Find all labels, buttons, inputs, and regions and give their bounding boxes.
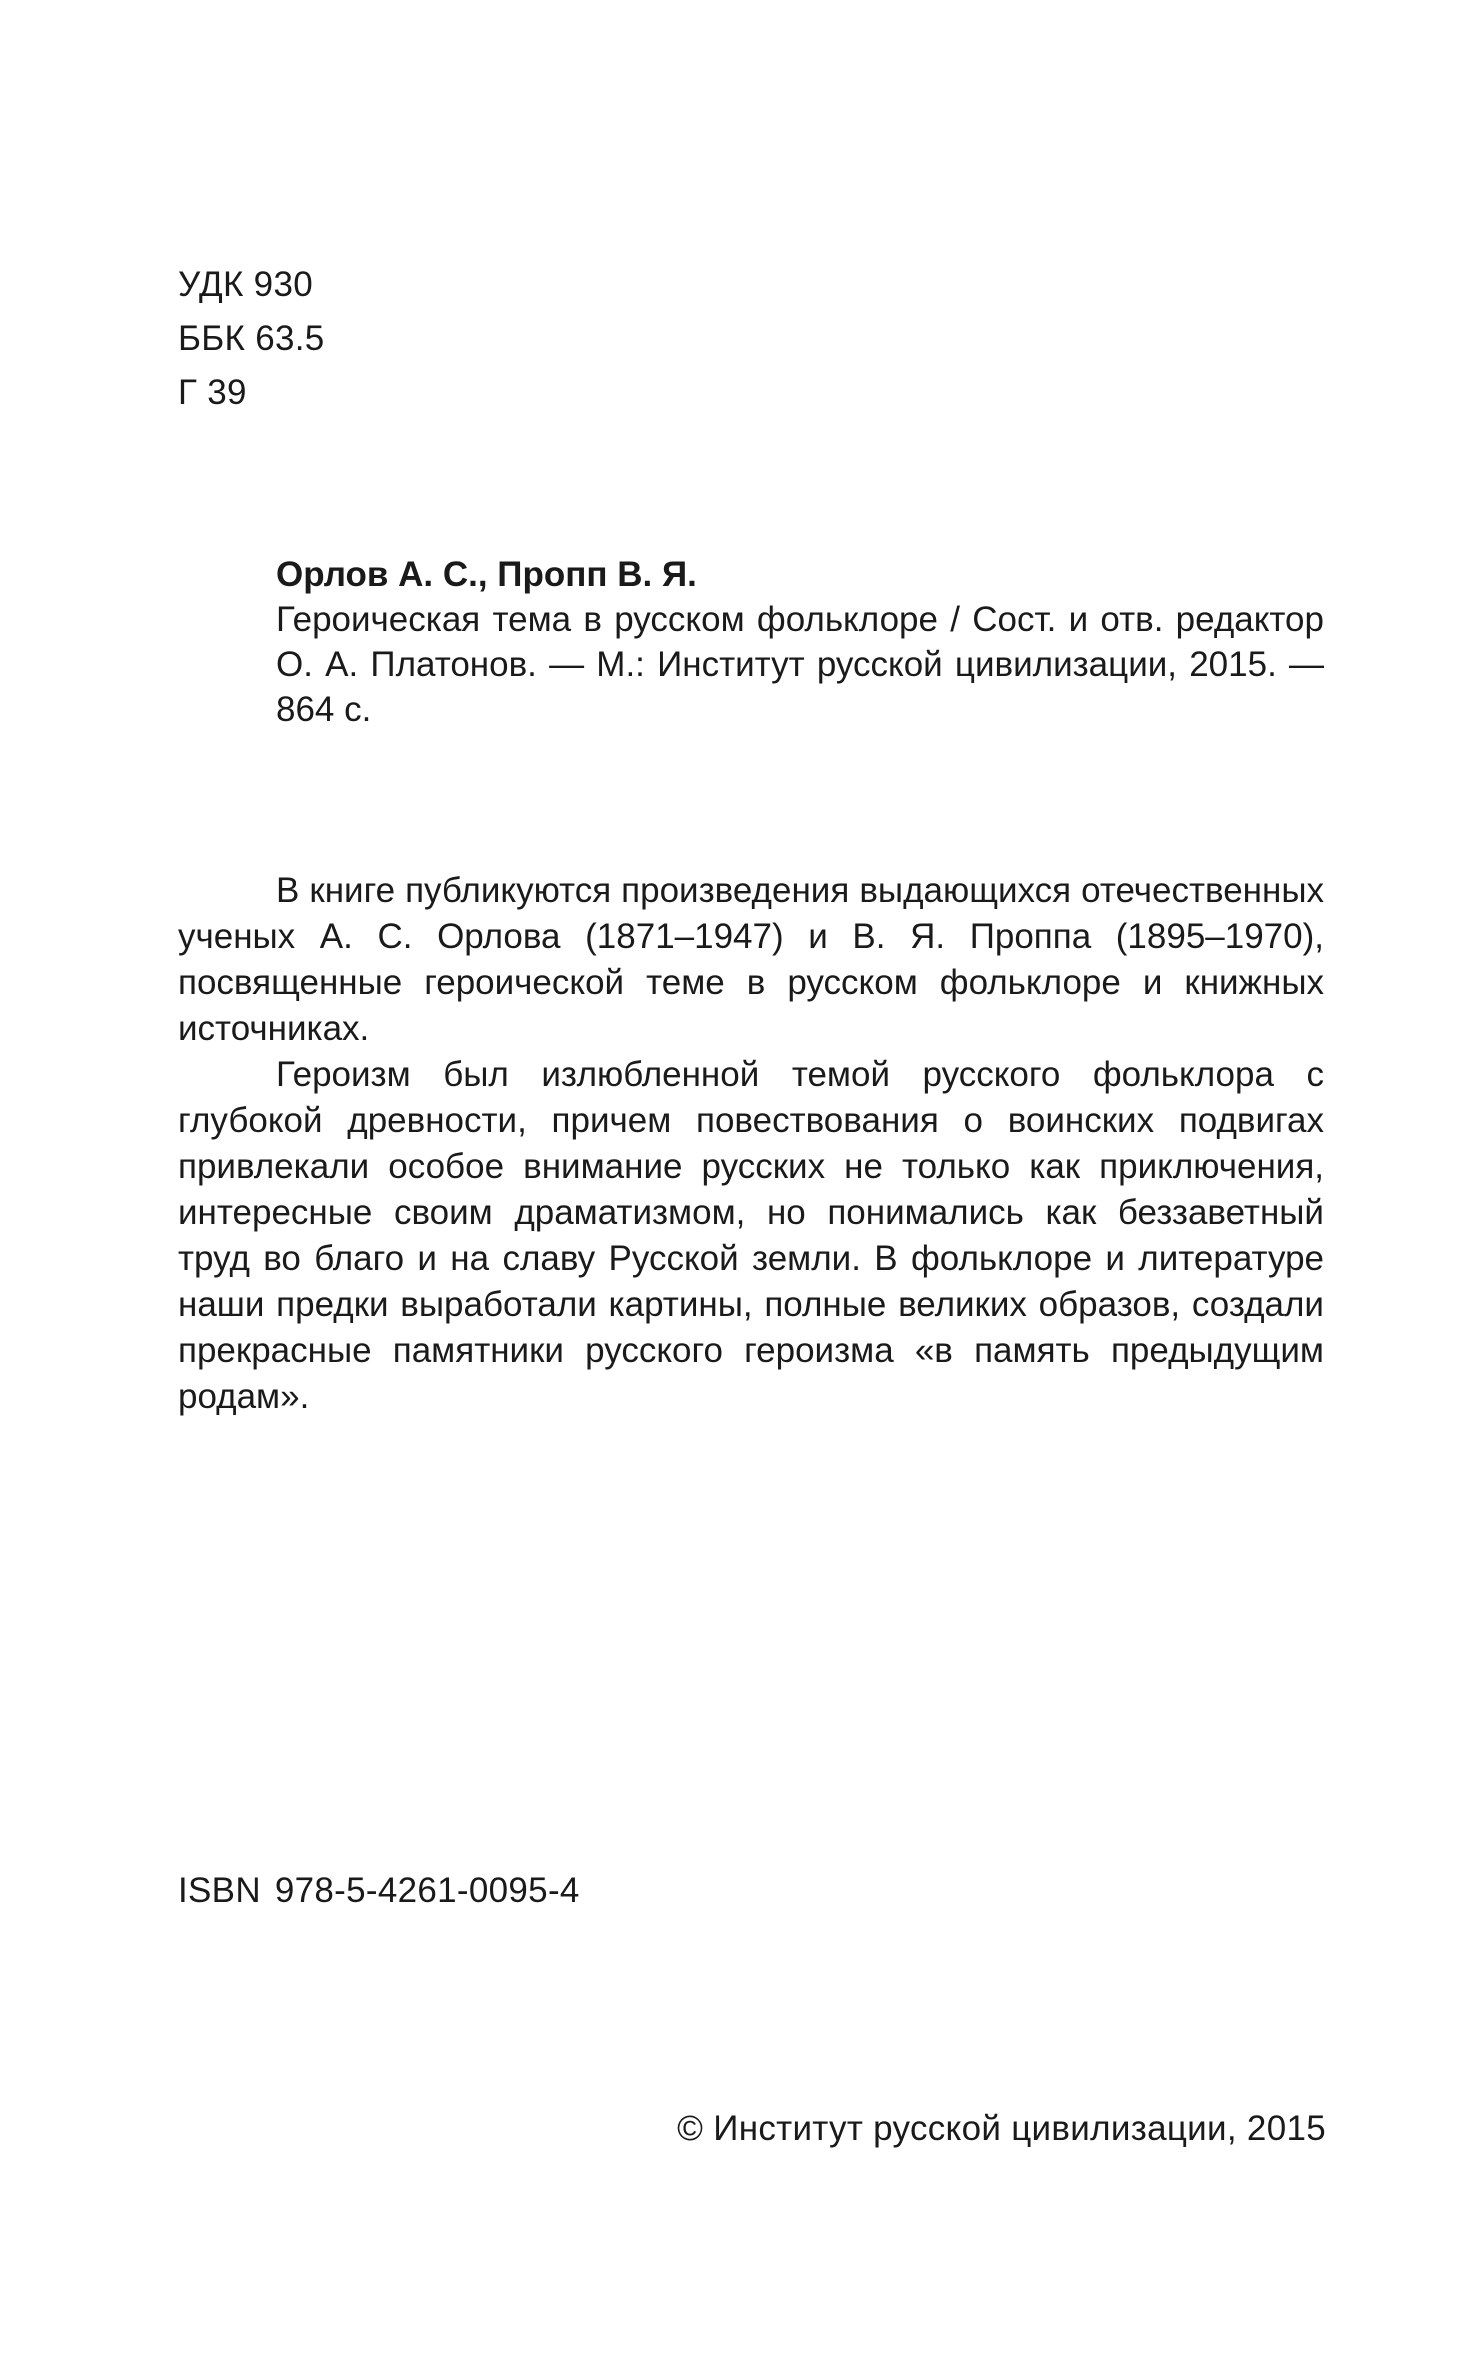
bibliographic-record bbox=[276, 552, 1324, 732]
isbn-label: ISBN bbox=[178, 1871, 261, 1910]
annotation-paragraph: Героизм был излюбленной темой русского фольклора с глубокой древности, причем повествования о воинских подвигах привлекали особое внимание русских не только как приключения, интересные своим драматизмом, но понимались как беззаветный труд во благо и на славу Русской земли. В фольклоре и литературе наши предки выработали картины, полные великих образов, создали прекрасные памятники русского героизма «в память предыдущим родам». bbox=[178, 1055, 1324, 1416]
classification-codes bbox=[178, 258, 325, 420]
bbk-code: ББК 63.5 bbox=[178, 319, 325, 358]
copyright-notice: © Институт русской цивилизации, 2015 bbox=[677, 2109, 1326, 2148]
udk-code: УДК 930 bbox=[178, 265, 313, 304]
bibliographic-description: Героическая тема в русском фольклоре / Сост. и отв. редактор О. А. Платонов. — М.: Институт русской цивилизации, 2015. — 864 с. bbox=[276, 600, 1324, 729]
isbn bbox=[178, 1868, 580, 1914]
annotation-paragraph: В книге публикуются произведения выдающихся отечественных ученых А. С. Орлова (1871–1947) и В. Я. Проппа (1895–1970), посвященные героической теме в русском фольклоре и книжных источниках. bbox=[178, 871, 1324, 1048]
annotation bbox=[178, 868, 1324, 1420]
author-mark: Г 39 bbox=[178, 373, 247, 412]
isbn-number: 978-5-4261-0095-4 bbox=[274, 1871, 580, 1910]
authors: Орлов А. С., Пропп В. Я. bbox=[276, 555, 697, 594]
